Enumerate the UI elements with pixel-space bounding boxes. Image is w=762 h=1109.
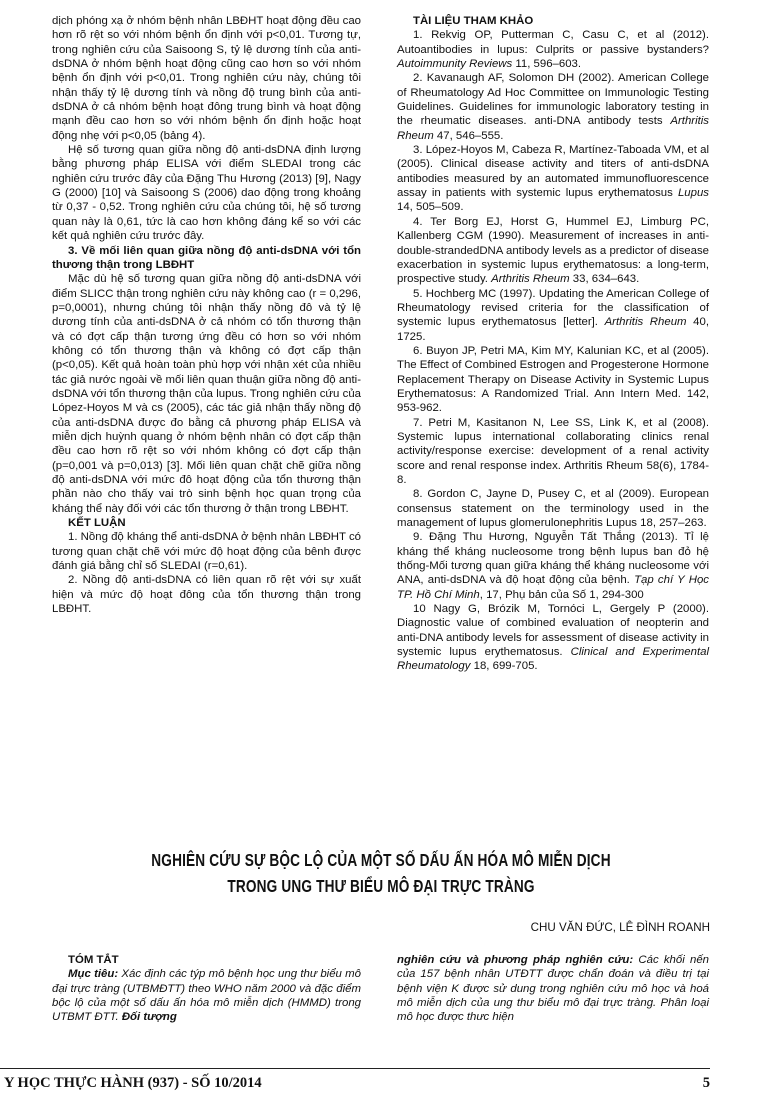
footer-divider xyxy=(0,1068,710,1069)
reference-text: 11, 596–603. xyxy=(512,58,582,71)
authors: CHU VĂN ĐỨC, LÊ ĐÌNH ROANH xyxy=(530,921,710,934)
article-title xyxy=(84,847,678,899)
reference-item xyxy=(397,28,709,71)
objective-label: Mục tiêu: xyxy=(68,968,119,981)
journal-footer: Y HỌC THỰC HÀNH (937) - SỐ 10/2014 xyxy=(4,1075,262,1091)
reference-item xyxy=(397,344,709,416)
title-line-2: TRONG UNG THƯ BIỂU MÔ ĐẠI TRỰC TRÀNG xyxy=(227,876,535,896)
abstract-left-column xyxy=(52,953,361,1025)
references-column xyxy=(397,14,709,674)
reference-journal: Lupus xyxy=(677,187,709,200)
paragraph: Mặc dù hệ số tương quan giữa nồng độ anti-dsDNA với điểm SLICC thận trong nghiên cứu này không cao (r = 0,296, p=0,0001), nhưng chúng tôi nhận thấy nồng đô và tỷ lệ dương tính của anti-dsDNA ở cả nhóm có tổn thương thận và có đợt cấp thận tương ứng đều có hơn so với nhóm không có tổn thương thận và không có đợt cấp thận (p<0,05). Kết quả hoàn toàn phù hợp với nhận xét của nhiều tác giả nước ngoài về mối liên quan thuận giữa nồng độ anti-dsDNA với tổn thương thận của lupus. Trong nghiên cứu của López-Hoyos M và cs (2005), các tác giả nhận thấy nồng độ của anti-dsDNA được đo bằng cả phương pháp ELISA và miễn dịch huỳnh quang ở nhóm bệnh nhân có đợt cấp thận đều cao hơn rõ rệt so với nhóm không có đợt cấp thận (p=0,001 và p=0,013) [3]. Mối liên quan chặt chẽ giữa nồng độ anti-dsDNA với mức đô hoạt động của tổn thương thận phần nào cho thấy vai trò sinh bệnh học quan trọng của kháng thể này đối với các tổn thương ở thận trong LBĐHT. xyxy=(52,273,361,515)
reference-item xyxy=(397,287,709,344)
reference-item xyxy=(397,215,709,287)
reference-text: 10 Nagy G, Brózik M, Tornóci L, Gergely P (2000). Diagnostic value of combined evaluation of neopterin and anti-DNA antibody levels for assessment of disease activity in systemic lupus erythematosus. xyxy=(397,603,709,659)
paragraph: 2. Nồng độ anti-dsDNA có liên quan rõ rệt với sự xuất hiện và mức độ hoạt đông của tổn thương thận trong LBĐHT. xyxy=(52,574,361,616)
paragraph: dịch phóng xạ ở nhóm bệnh nhân LBĐHT hoạt động đều cao hơn rõ rệt so với nhóm bệnh ổn định với p<0,01. Tương tự, trong nghiên cứu của Saisoong S, tỷ lệ dương tính của anti-dsDNA ở nhóm bệnh hoạt động cũng cao hơn so với nhóm bệnh ổn định với p<0,01. Trong nghiên cứu này, chúng tôi nhận thấy tỷ lệ dương tính và nồng độ trung bình của anti-dsDNA ở cả nhóm bệnh hoạt đông trung bình và hoạt động mạnh đều cao hơn so với nhóm bệnh ổn định hoặc hoạt động nhẹ với p<0,05 (bảng 4). xyxy=(52,15,361,142)
reference-item xyxy=(397,530,709,602)
reference-text: 18, 699-705. xyxy=(470,660,538,673)
reference-text: 6. Buyon JP, Petri MA, Kim MY, Kalunian KC, et al (2005). The Effect of Combined Estrogen and Progesterone Hormone Replacement Therapy on Disease Activity in Systemic Lupus Erythematosus: A Randomized Trial. Ann Intern Med. 142, 953-962. xyxy=(397,344,709,415)
reference-item xyxy=(397,143,709,215)
paragraph: 1. Nồng độ kháng thể anti-dsDNA ở bệnh nhân LBĐHT có tương quan chặt chẽ với mức độ hoạt động của bênh được đánh giá bằng chỉ số SLEDAI (r=0,61). xyxy=(52,531,361,573)
reference-text: 14, 505–509. xyxy=(397,201,464,214)
reference-journal: Clinical and Experimental Rheumatology xyxy=(397,646,709,673)
reference-text: 9. Đặng Thu Hương, Nguyễn Tất Thắng (2013). Tỉ lệ kháng thể kháng nucleosome trong bệnh lupus ban đỏ hệ thống-Mối tương quan giữa kháng thể kháng nucleosome với ANA, anti-dsDNA và độ hoạt động của bệnh. xyxy=(397,531,709,587)
reference-journal: Arthritis Rheum xyxy=(604,316,687,329)
reference-journal: Autoimmunity Reviews xyxy=(397,58,513,71)
reference-text: 7. Petri M, Kasitanon N, Lee SS, Link K, et al (2008). Systemic lupus international collaborating clinics renal activity/response exercise: development of a renal activity score and renal response index. Arthritis Rheum 58(6), 1784-8. xyxy=(397,416,709,486)
section-heading: 3. Về mối liên quan giữa nồng độ anti-dsDNA với tổn thương thận trong LBĐHT xyxy=(52,244,361,271)
reference-text: 2. Kavanaugh AF, Solomon DH (2002). American College of Rheumatology Ad Hoc Committee on Immunologic Testing Guidelines. Guidelines for immunologic laboratory testing in the rheumatic diseases. anti-DNA antibody tests xyxy=(397,72,709,128)
objective-text: Xác định các týp mô bệnh học ung thư biểu mô đại trực tràng (UTBMĐTT) theo WHO năm 2000 và đặc điểm bộc lộ của một số dấu ấn hóa mô miễn dịch (HMMD) trong UTBMT ĐTT. xyxy=(52,968,361,1024)
reference-item xyxy=(397,416,709,488)
page-number: 5 xyxy=(702,1075,710,1091)
reference-journal: Arthritis Rheum xyxy=(397,115,709,142)
reference-item xyxy=(397,71,709,143)
reference-list xyxy=(397,28,709,673)
paragraph: Hệ số tương quan giữa nồng độ anti-dsDNA định lượng bằng phương pháp ELISA với điểm SLEDAI trong các nghiên cứu trước đây của Đặng Thu Hương (2013) [9], Nagy G (2000) [10] và Saisoong S (2006) dao động trong khoảng từ 0,37 - 0,52. Trong nghiên cứu của chúng tôi, hệ số tương quan này là 0,61, tức là cao hơn không đáng kể so với các kết quả nghiên cứu trước đây. xyxy=(52,144,361,243)
reference-text: 47, 546–555. xyxy=(433,129,504,142)
reference-text: 40, 1725. xyxy=(397,316,709,343)
reference-text: 33, 634–643. xyxy=(569,273,640,286)
reference-text: 5. Hochberg MC (1997). Updating the American College of Rheumatology revised criteria for the classification of systemic lupus erythematosus [letter]. xyxy=(397,287,709,329)
reference-journal: Tạp chí Y Học TP. Hồ Chí Minh xyxy=(397,574,709,601)
reference-text: 4. Ter Borg EJ, Horst G, Hummel EJ, Limburg PC, Kallenberg CGM (1990). Measurement of increases in anti-double-strandedDNA antibody levels as a predictor of disease exacerbation in systemic lupus erythematosus: a long-term, prospective study. xyxy=(397,215,709,286)
abstract-objective xyxy=(52,967,361,1024)
left-column xyxy=(52,14,361,616)
methods-label-start: Đối tượng xyxy=(121,1011,177,1024)
section-heading: KẾT LUẬN xyxy=(68,517,126,530)
reference-journal: Arthritis Rheum xyxy=(491,273,570,286)
abstract-right-column xyxy=(397,953,709,1025)
abstract-heading: TÓM TẮT xyxy=(68,954,119,966)
reference-text: , 17, Phụ bản của Số 1, 294-300 xyxy=(479,588,644,601)
reference-item xyxy=(397,602,709,674)
references-heading: TÀI LIỆU THAM KHẢO xyxy=(413,15,534,27)
methods-label-end: nghiên cứu và phương pháp nghiên cứu: xyxy=(397,954,634,966)
reference-text: 8. Gordon C, Jayne D, Pusey C, et al (2009). European consensus statement on the terminology used in the management of lupus glomerulonephritis Lupus 18, 257–263. xyxy=(397,488,709,530)
reference-text: 1. Rekvig OP, Putterman C, Casu C, et al (2012). Autoantibodies in lupus: Culprits or passive bystanders? xyxy=(397,29,709,56)
title-line-1: NGHIÊN CỨU SỰ BỘC LỘ CỦA MỘT SỐ DẤU ẤN HÓA MÔ MIỄN DỊCH xyxy=(151,850,611,870)
reference-text: 3. López-Hoyos M, Cabeza R, Martínez-Taboada VM, et al (2005). Clinical disease activity and titers of anti-dsDNA antibodies measured by an automated immunofluorescence assay in patients with systemic lupus erythematosus xyxy=(397,144,709,200)
methods-text: Các khối nến của 157 bệnh nhân UTĐTT được chẩn đoán và điều trị tại bệnh viện K được sử dung trong nghiên cứu mô học và hoá mô miễn dịch của ung thư biểu mô đại trực tràng. Phân loại mô học được thưc hiện xyxy=(397,954,709,1024)
reference-item xyxy=(397,487,709,530)
